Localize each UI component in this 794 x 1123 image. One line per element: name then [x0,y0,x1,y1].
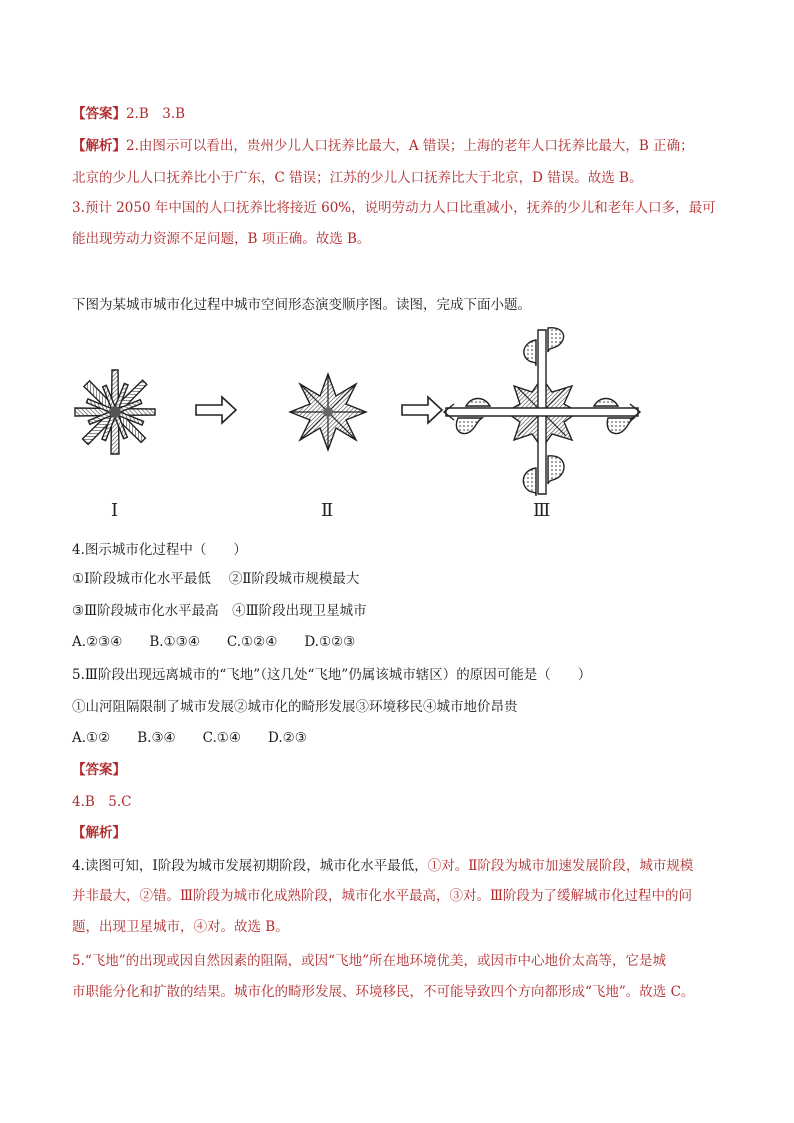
arrow-2 [402,397,442,423]
q4-analysis-1b: ①对。 [427,858,469,874]
q4-options-1: ①Ⅰ阶段城市化水平最低 ②Ⅱ阶段城市规模最大 [72,571,360,587]
answer-line-1 [72,104,185,124]
stage-1-diagram [75,370,155,454]
arrow-1 [196,397,236,423]
q5-options: ①山河阻隔限制了城市发展②城市化的畸形发展③环境移民④城市地价昂贵 [72,699,518,715]
q4-analysis-line-2: 并非最大，②错。Ⅲ阶段为城市化成熟阶段，城市化水平最高，③对。Ⅲ阶段为了缓解城市化过程中的问 [72,888,693,904]
analysis-text-1d: 能出现劳动力资源不足问题，B 项正确。故选 B。 [72,231,371,247]
q4-analysis-line-3: 题，出现卫星城市，④对。故选 B。 [72,919,289,935]
answer-tag-2: 【答案】 [72,762,126,778]
answer-text-2: 4.B 5.C [72,794,132,810]
q5-analysis-line-1: 5.“飞地”的出现或因自然因素的阻隔，或因“飞地”所在地环境优美，或因市中心地价太高等，它是城 [72,953,666,969]
q4-options-2: ③Ⅲ阶段城市化水平最高 ④Ⅲ阶段出现卫星城市 [72,603,367,619]
q5-stem: 5.Ⅲ阶段出现远离城市的“飞地”（这几处“飞地”仍属该城市辖区）的原因可能是（ ） [72,667,592,683]
q4-stem: 4.图示城市化过程中（ ） [72,542,247,558]
answer-tag-1: 【答案】 [72,106,126,122]
answer-text-1: 2.B 3.B [126,106,186,122]
figure-intro: 下图为某城市城市化过程中城市空间形态演变顺序图。读图，完成下面小题。 [72,297,531,313]
stage-3-diagram [444,328,640,496]
analysis-tag-2: 【解析】 [72,825,126,841]
q4-analysis-line-1 [72,856,693,876]
analysis-tag-1: 【解析】 [72,138,126,154]
urban-form-figure [0,322,794,522]
stage-label-3: Ⅲ [533,500,551,521]
analysis-text-1a: 2.由图示可以看出，贵州少儿人口抚养比最大，A 错误；上海的老年人口抚养比最大，B 正确； [126,138,694,154]
stage-label-2: Ⅱ [321,500,334,521]
analysis-text-1c: 3.预计 2050 年中国的人口抚养比将接近 60%，说明劳动力人口比重减小，抚养的少儿和老年人口多，最可 [72,200,716,216]
stage-label-1: Ⅰ [111,500,119,521]
q5-analysis-line-2: 市职能分化和扩散的结果。城市化的畸形发展、环境移民，不可能导致四个方向都形成“飞地”。故选 C。 [72,984,695,1000]
q4-choices: A.②③④ B.①③④ C.①②④ D.①②③ [72,634,356,650]
analysis-text-1b: 北京的少儿人口抚养比小于广东，C 错误；江苏的少儿人口抚养比大于北京，D 错误。故选 B。 [72,170,643,186]
analysis-line-1 [72,136,694,156]
q5-choices: A.①② B.③④ C.①④ D.②③ [72,730,307,746]
q4-analysis-1c: Ⅱ阶段为城市加速发展阶段，城市规模 [468,858,694,874]
q4-analysis-1a: 4.读图可知，Ⅰ阶段为城市发展初期阶段，城市化水平最低， [72,858,428,874]
stage-2-diagram [290,374,366,450]
